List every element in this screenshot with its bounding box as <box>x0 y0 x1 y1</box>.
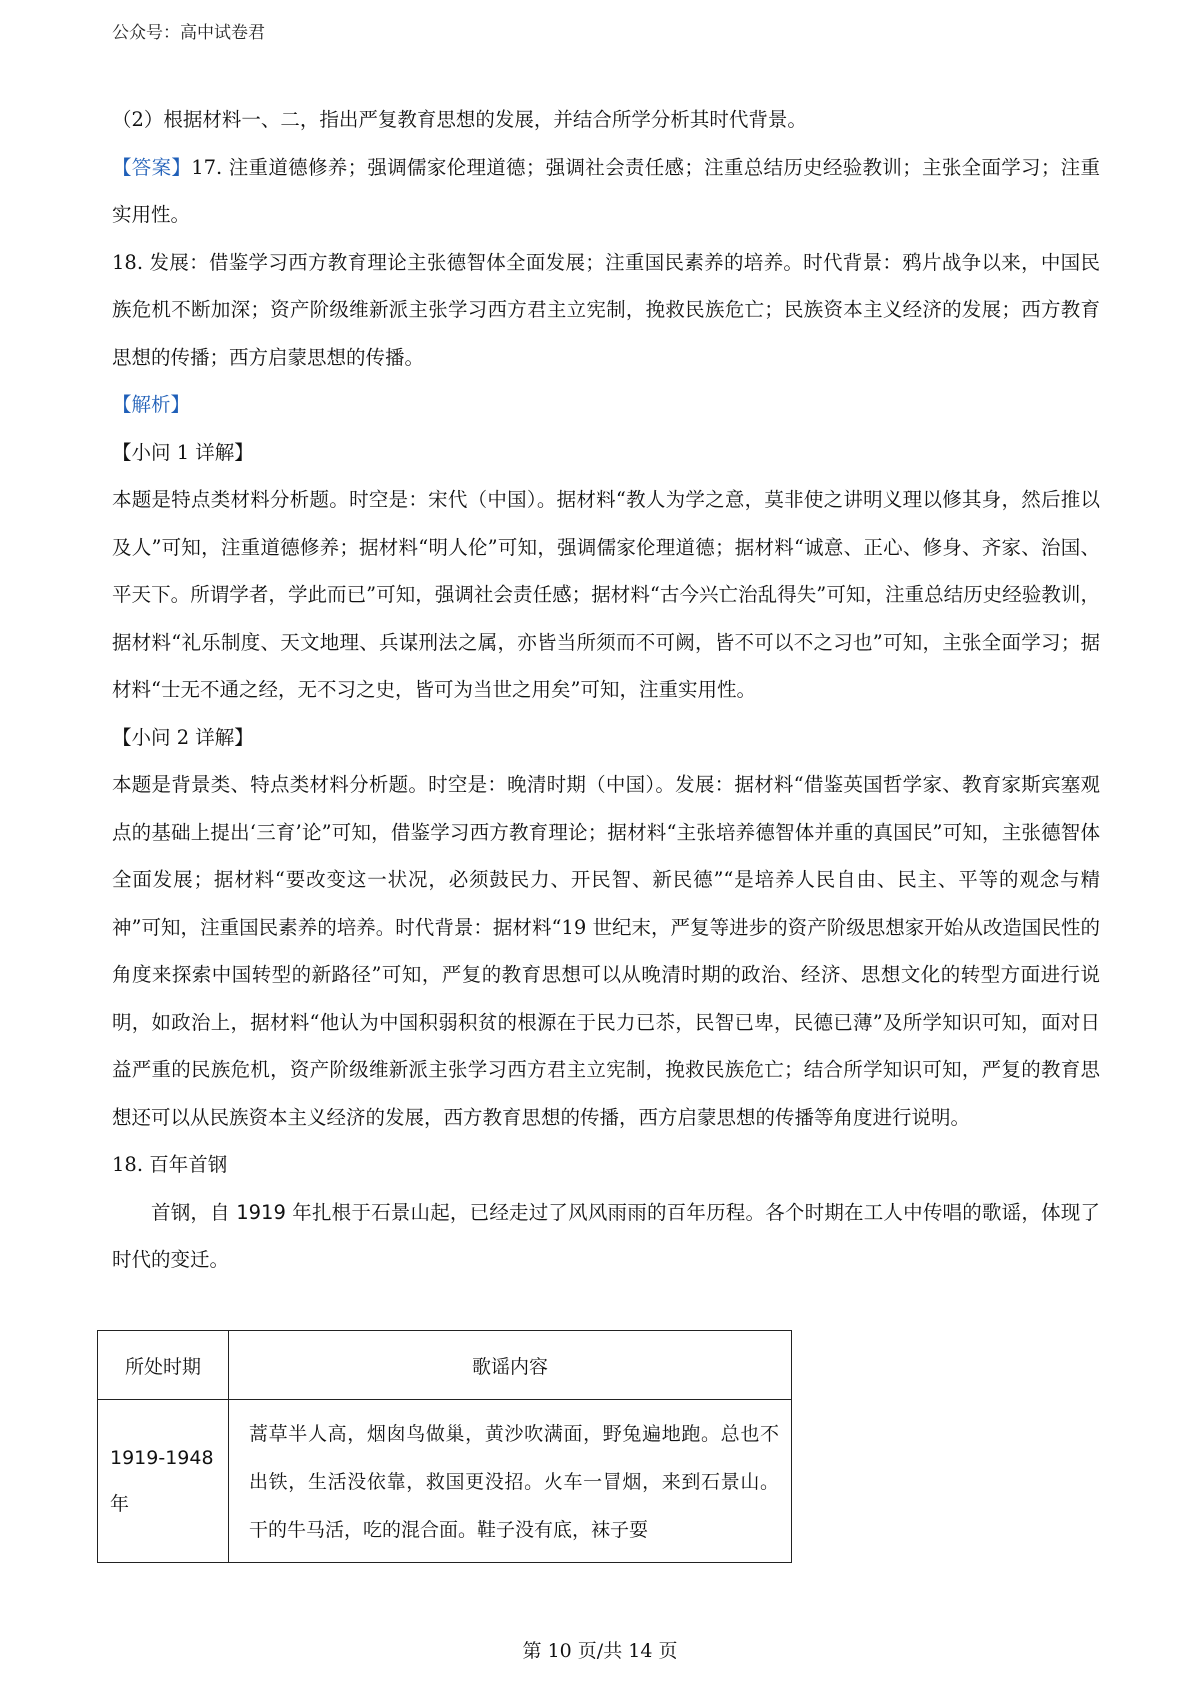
table-row <box>98 1400 792 1563</box>
table-header-row <box>98 1331 792 1400</box>
question-2: （2）根据材料一、二，指出严复教育思想的发展，并结合所学分析其时代背景。 <box>112 108 807 131</box>
answer-tag: 【答案】 <box>112 155 192 179</box>
sub-question-1-body: 本题是特点类材料分析题。时空是：宋代（中国）。据材料“教人为学之意，莫非使之讲明义理以修其身，然后推以及人”可知，注重道德修养；据材料“明人伦”可知，强调儒家伦理道德；据材料“诚意、正心、修身、齐家、治国、平天下。所谓学者，学此而已”可知，强调社会责任感；据材料“古今兴亡治乱得失”可知，注重总结历史经验教训，据材料“礼乐制度、天文地理、兵谋刑法之属，亦皆当所须而不可阙，皆不可以不之习也”可知，主张全面学习；据材料“士无不通之经，无不习之史，皆可为当世之用矣”可知，注重实用性。 <box>112 488 1100 701</box>
question-18-intro: 首钢，自 1919 年扎根于石景山起，已经走过了风风雨雨的百年历程。各个时期在工人中传唱的歌谣，体现了时代的变迁。 <box>112 1200 1100 1271</box>
header-period: 所处时期 <box>98 1331 229 1400</box>
answer-17-text: 17. 注重道德修养；强调儒家伦理道德；强调社会责任感；注重总结历史经验教训；主张全面学习；注重实用性。 <box>112 155 1100 226</box>
answer-17 <box>112 144 1100 239</box>
sub-question-1-title: 【小问 1 详解】 <box>112 440 254 464</box>
sub-question-2-body: 本题是背景类、特点类材料分析题。时空是：晚清时期（中国）。发展：据材料“借鉴英国哲学家、教育家斯宾塞观点的基础上提出‘三育’论”可知，借鉴学习西方教育理论；据材料“主张培养德智体并重的真国民”可知，主张德智体全面发展；据材料“要改变这一状况，必须鼓民力、开民智、新民德”“是培养人民自由、民主、平等的观念与精神”可知，注重国民素养的培养。时代背景：据材料“19 世纪末，严复等进步的资产阶级思想家开始从改造国民性的角度来探索中国转型的新路径”可知，严复的教育思想可以从晚清时期的政治、经济、思想文化的转型方面进行说明，如政治上，据材料“他认为中国积弱积贫的根源在于民力已苶，民智已卑，民德已薄”及所学知识可知，面对日益严重的民族危机，资产阶级维新派主张学习西方君主立宪制，挽救民族危亡；结合所学知识可知，严复的教育思想还可以从民族资本主义经济的发展，西方教育思想的传播，西方启蒙思想的传播等角度进行说明。 <box>112 773 1100 1129</box>
songs-table <box>97 1330 792 1563</box>
lyrics-cell: 蒿草半人高，烟囱鸟做巢，黄沙吹满面，野兔遍地跑。总也不出铁，生活没依靠，救国更没招。火车一冒烟，来到石景山。干的牛马活，吃的混合面。鞋子没有底，袜子耍 <box>229 1400 792 1563</box>
answer-18: 18. 发展：借鉴学习西方教育理论主张德智体全面发展；注重国民素养的培养。时代背景：鸦片战争以来，中国民族危机不断加深；资产阶级维新派主张学习西方君主立宪制，挽救民族危亡；民族资本主义经济的发展；西方教育思想的传播；西方启蒙思想的传播。 <box>112 250 1100 369</box>
page-number: 第 10 页/共 14 页 <box>522 1640 678 1662</box>
source-header: 公众号：高中试卷君 <box>112 23 265 43</box>
sub-question-2-title: 【小问 2 详解】 <box>112 725 254 749</box>
period-cell: 1919-1948 年 <box>98 1400 229 1563</box>
document-body <box>112 96 1100 1283</box>
analysis-tag: 【解析】 <box>112 393 191 416</box>
question-18-title: 18. 百年首钢 <box>112 1153 228 1176</box>
header-lyrics: 歌谣内容 <box>229 1331 792 1400</box>
